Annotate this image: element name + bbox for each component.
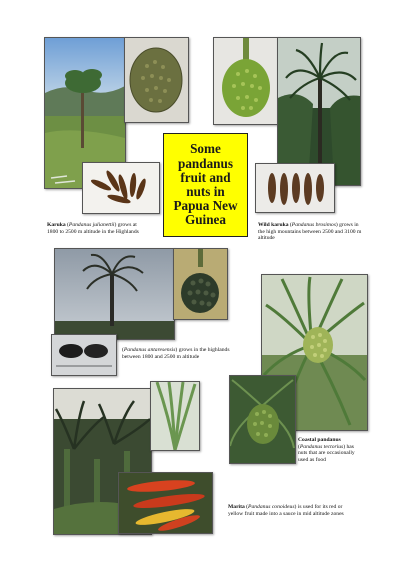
coastal-pandanus-fruit-photo [229,375,296,464]
wild-karuka-fruit-photo [213,37,279,125]
karuka-nuts-photo [82,162,160,214]
karuka-caption: Karuka (Pandanus julianettii) grows at 1800 to 2500 m altitude in the Highlands [47,222,139,235]
wild-karuka-caption-text: grows in the high mountains between 2500 and 3100 m altitude [258,222,362,242]
coastal-caption-text: has nuts that are occasionally used as food [298,443,355,463]
antaresensis-caption-text: grows in the highlands between 1800 and 2500 m altitude [122,347,230,360]
page-title: Some pandanus fruit and nuts in Papua New Guinea [173,141,238,228]
antaresensis-caption: (Pandanus antaresensis) grows in the highlands between 1800 and 2500 m altitude [122,347,230,360]
coastal-caption: Coastal pandanus (Pandanus tectorius) has nuts that are occasionally used as food [298,437,355,463]
marita-leaves-photo [150,381,200,451]
coastal-caption-species: Pandanus tectorius [299,443,344,450]
karuka-fruit-photo [124,37,189,123]
marita-fruit-photo [118,472,213,534]
wild-karuka-caption-species: Pandanus brosimos [291,222,336,228]
karuka-caption-name: Karuka [47,222,66,228]
marita-caption-name: Marita [228,504,245,510]
wild-karuka-nuts-photo [255,163,335,213]
antaresensis-nuts-photo [51,334,117,376]
wild-karuka-caption: Wild karuka (Pandanus brosimos) grows in the high mountains between 2500 and 3100 m altitude [258,222,362,242]
antaresensis-tree-photo [54,248,175,340]
marita-caption-species: Pandanus conoideus [248,504,295,510]
page-title-box [163,133,248,237]
karuka-caption-species: Pandanus julianettii [68,222,115,228]
wild-karuka-caption-name: Wild karuka [258,222,289,228]
marita-caption: Marita (Pandanus conoideus) is used for its red or yellow fruit made into a sauce in mid altitude zones [228,504,344,517]
antaresensis-caption-species: Pandanus antaresensis [123,347,176,353]
karuka-caption-text: grows at 1800 to 2500 m altitude in the Highlands [47,222,139,235]
antaresensis-fruit-photo [173,248,228,320]
coastal-caption-name: Coastal pandanus [298,437,341,443]
marita-caption-text: is used for its red or yellow fruit made into a sauce in mid altitude zones [228,504,344,517]
